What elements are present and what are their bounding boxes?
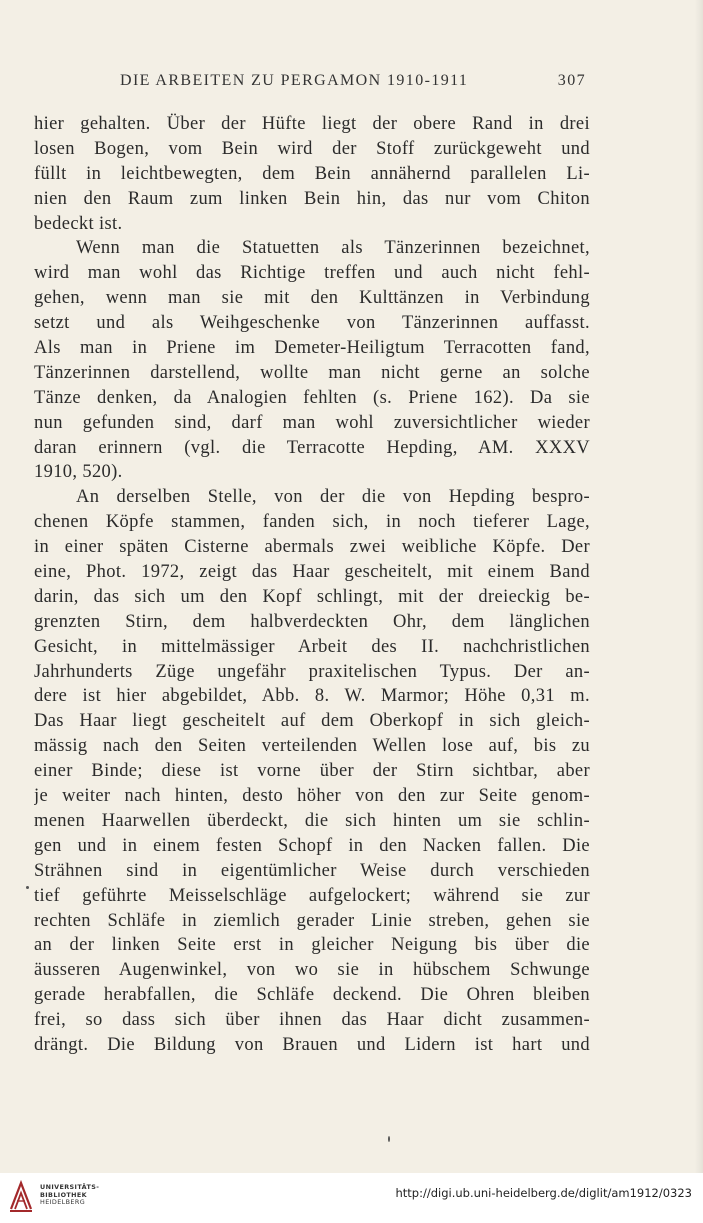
- text-line: eine, Phot. 1972, zeigt das Haar gescheitelt, mit einem Band: [34, 562, 590, 583]
- text-line: drängt. Die Bildung von Brauen und Lidern ist hart und: [34, 1034, 590, 1055]
- text-line: daran erinnern (vgl. die Terracotte Hepding, AM. XXXV: [34, 437, 590, 458]
- text-line: chenen Köpfe stammen, fanden sich, in noch tieferer Lage,: [34, 512, 590, 533]
- text-line: je weiter nach hinten, desto höher von den zur Seite genom-: [34, 786, 590, 807]
- text-line: gehen, wenn man sie mit den Kulttänzen in Verbindung: [34, 288, 590, 309]
- text-line: Als man in Priene im Demeter-Heiligtum Terracotten fand,: [34, 338, 590, 359]
- text-line: An derselben Stelle, von der die von Hepding bespro-: [76, 487, 590, 508]
- text-line: einer Binde; diese ist vorne über der Stirn sichtbar, aber: [34, 761, 590, 782]
- text-line: rechten Schläfe in ziemlich gerader Linie streben, gehen sie: [34, 910, 590, 931]
- text-line: Jahrhunderts Züge ungefähr praxitelischen Typus. Der an-: [34, 661, 590, 682]
- text-line: Wenn man die Statuetten als Tänzerinnen bezeichnet,: [76, 238, 590, 259]
- text-line: 1910, 520).: [34, 462, 123, 483]
- text-line: dere ist hier abgebildet, Abb. 8. W. Marmor; Höhe 0,31 m.: [34, 686, 590, 707]
- university-library-logo-icon: [8, 1179, 34, 1215]
- body-text: [34, 112, 590, 1058]
- library-name-line: HEIDELBERG: [40, 1198, 86, 1207]
- text-line: tief geführte Meisselschläge aufgelockert; während sie zur: [34, 885, 590, 906]
- text-line: nien den Raum zum linken Bein hin, das nur vom Chiton: [34, 188, 590, 209]
- text-line: frei, so dass sich über ihnen das Haar dicht zusammen-: [34, 1010, 590, 1031]
- page-number: 307: [557, 72, 586, 89]
- library-name-line: BIBLIOTHEK: [40, 1190, 88, 1199]
- text-line: grenzten Stirn, dem halbverdeckten Ohr, dem länglichen: [34, 611, 590, 632]
- text-line: nun gefunden sind, darf man wohl zuversichtlicher wieder: [34, 412, 590, 433]
- viewer-footer: [0, 1173, 703, 1223]
- text-line: mässig nach den Seiten verteilenden Wellen lose auf, bis zu: [34, 736, 590, 757]
- text-line: menen Haarwellen überdeckt, die sich hinten um sie schlin-: [34, 810, 590, 831]
- running-header: [34, 72, 586, 94]
- ink-speck: [388, 1136, 390, 1142]
- page-edge-shadow: [695, 0, 703, 1173]
- text-line: gen und in einem festen Schopf in den Nacken fallen. Die: [34, 835, 590, 856]
- running-title: DIE ARBEITEN ZU PERGAMON 1910-1911: [120, 72, 469, 89]
- library-name: [40, 1184, 99, 1207]
- text-line: an der linken Seite erst in gleicher Neigung bis über die: [34, 935, 590, 956]
- text-line: setzt und als Weihgeschenke von Tänzerinnen auffasst.: [34, 313, 590, 334]
- text-line: darin, das sich um den Kopf schlingt, mit der dreieckig be-: [34, 586, 590, 607]
- ink-speck: [26, 886, 29, 889]
- text-line: in einer späten Cisterne abermals zwei weibliche Köpfe. Der: [34, 537, 590, 558]
- text-line: losen Bogen, vom Bein wird der Stoff zurückgeweht und: [34, 138, 590, 159]
- permalink-url[interactable]: http://digi.ub.uni-heidelberg.de/diglit/am1912/0323: [395, 1186, 692, 1200]
- text-line: Gesicht, in mittelmässiger Arbeit des II. nachchristlichen: [34, 636, 590, 657]
- text-line: Das Haar liegt gescheitelt auf dem Oberkopf in sich gleich-: [34, 711, 590, 732]
- text-line: wird man wohl das Richtige treffen und auch nicht fehl-: [34, 263, 590, 284]
- text-line: gerade herabfallen, die Schläfe deckend. Die Ohren bleiben: [34, 985, 590, 1006]
- text-line: Strähnen sind in eigentümlicher Weise durch verschieden: [34, 860, 590, 881]
- library-name-line: UNIVERSITÄTS-: [40, 1183, 100, 1191]
- text-line: hier gehalten. Über der Hüfte liegt der obere Rand in drei: [34, 114, 590, 134]
- text-line: Tänze denken, da Analogien fehlten (s. Priene 162). Da sie: [34, 387, 590, 408]
- text-line: bedeckt ist.: [34, 213, 123, 234]
- text-line: äusseren Augenwinkel, von wo sie in hübschem Schwunge: [34, 960, 590, 981]
- text-line: füllt in leichtbewegten, dem Bein annähernd parallelen Li-: [34, 163, 590, 184]
- text-line: Tänzerinnen darstellend, wollte man nicht gerne an solche: [34, 362, 590, 383]
